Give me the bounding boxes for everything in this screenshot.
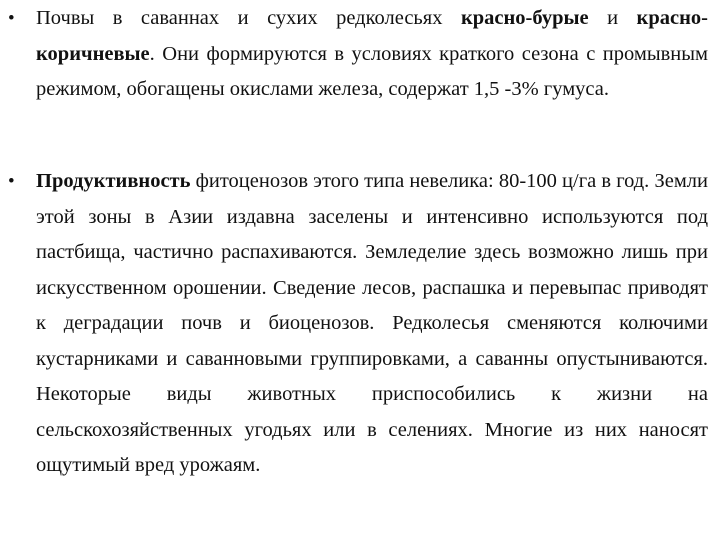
bullet-text-productivity xyxy=(36,164,708,484)
text-segment: . Они формируются в условиях краткого сезона с промывным режимом, обогащены окислами железа, содержат 1,5 -3% гумуса. xyxy=(36,42,708,100)
text-segment: Почвы в саваннах и сухих редколесьях xyxy=(36,7,461,29)
bullet-marker: • xyxy=(8,8,15,29)
text-segment: и xyxy=(588,7,637,29)
bold-term-productivity: Продуктивность xyxy=(36,170,191,192)
bold-term-red-cinnamon: красно-коричневые xyxy=(36,7,708,65)
bullet-text-soils xyxy=(36,1,708,108)
bold-term-red-brown: красно-бурые xyxy=(460,7,589,29)
bullet-marker: • xyxy=(8,171,15,192)
text-segment: фитоценозов этого типа невелика: 80-100 ц/га в год. Земли этой зоны в Азии издавна заселены и интенсивно используются под пастбища, частично распахиваются. Земледелие здесь возможно лишь при искусственном орошении. Сведение лесов, распашка и перевыпас приводят к деградации почв и биоценозов. Редколесья сменяются колючими кустарниками и саванновыми группировками, а саванны опустыниваются. Некоторые виды животных приспособились к жизни на сельскохозяйственных угодьях или в селениях. Многие из них наносят ощутимый вред урожаям. xyxy=(36,170,708,476)
